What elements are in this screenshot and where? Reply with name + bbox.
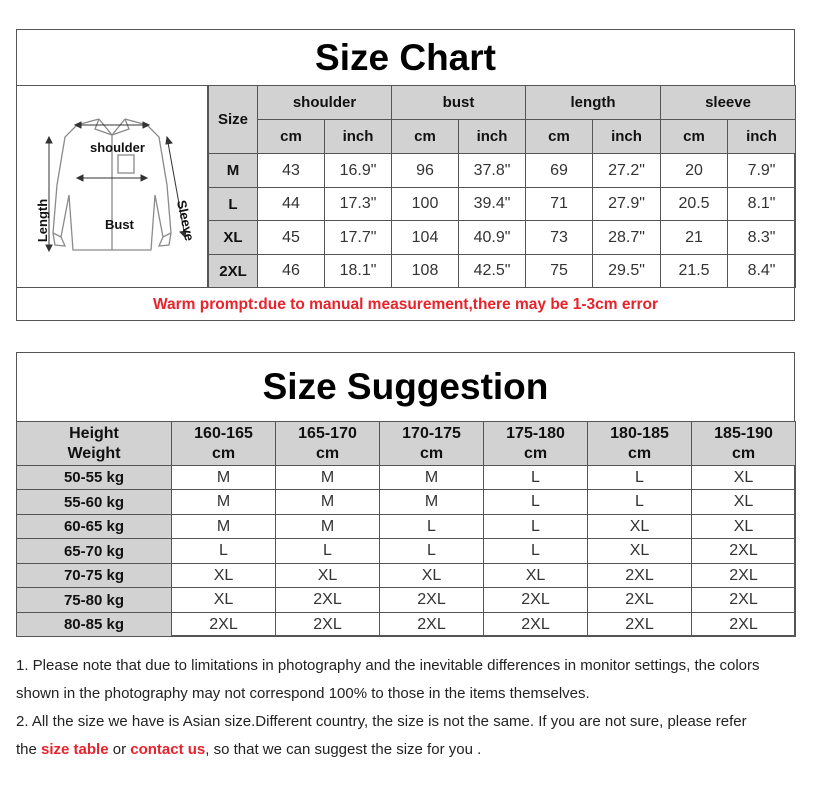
- unit-header: cm: [661, 120, 728, 154]
- bust-label: Bust: [105, 217, 134, 232]
- size-cell: 2XL: [380, 613, 484, 637]
- size-cell: 2XL: [209, 255, 258, 288]
- table-row: [209, 221, 796, 255]
- value-cell: 28.7": [593, 221, 661, 255]
- value-cell: 42.5": [459, 255, 526, 288]
- size-cell: L: [380, 515, 484, 539]
- unit-header: cm: [526, 120, 593, 154]
- value-cell: 29.5": [593, 255, 661, 288]
- table-row: [17, 564, 796, 588]
- value-cell: 37.8": [459, 154, 526, 188]
- value-cell: 18.1": [325, 255, 392, 288]
- measure-header-length: length: [526, 86, 661, 120]
- value-cell: 39.4": [459, 188, 526, 221]
- height-header: [484, 422, 588, 466]
- table-row: [209, 154, 796, 188]
- size-cell: M: [276, 515, 380, 539]
- notes-section: [16, 652, 816, 764]
- value-cell: 17.3": [325, 188, 392, 221]
- size-cell: L: [276, 539, 380, 564]
- size-cell: 2XL: [484, 613, 588, 637]
- weight-header-label: Weight: [67, 444, 121, 462]
- weight-cell: 75-80 kg: [17, 588, 172, 613]
- note-line: shown in the photography may not correspond 100% to those in the items themselves.: [16, 685, 590, 702]
- size-cell: L: [484, 539, 588, 564]
- value-cell: 71: [526, 188, 593, 221]
- unit-header: cm: [392, 120, 459, 154]
- height-header: [380, 422, 484, 466]
- height-range: 160-165: [194, 424, 253, 442]
- measure-header-bust: bust: [392, 86, 526, 120]
- unit-header: cm: [258, 120, 325, 154]
- unit-header: inch: [459, 120, 526, 154]
- value-cell: 8.3": [728, 221, 796, 255]
- size-cell: 2XL: [484, 588, 588, 613]
- unit-header: inch: [728, 120, 796, 154]
- size-cell: 2XL: [692, 588, 796, 613]
- weight-cell: 80-85 kg: [17, 613, 172, 637]
- size-cell: M: [172, 466, 276, 490]
- table-row: [17, 490, 796, 515]
- height-unit: cm: [419, 444, 444, 462]
- weight-cell: 60-65 kg: [17, 515, 172, 539]
- size-suggestion-table: [16, 421, 796, 637]
- size-cell: M: [276, 466, 380, 490]
- value-cell: 75: [526, 255, 593, 288]
- value-cell: 40.9": [459, 221, 526, 255]
- value-cell: 21: [661, 221, 728, 255]
- value-cell: 8.1": [728, 188, 796, 221]
- size-cell: M: [209, 154, 258, 188]
- unit-header: inch: [325, 120, 392, 154]
- height-range: 180-185: [610, 424, 669, 442]
- note-text: or: [108, 741, 131, 758]
- size-cell: 2XL: [692, 613, 796, 637]
- table-row: [17, 539, 796, 564]
- size-cell: L: [172, 539, 276, 564]
- table-row: [209, 188, 796, 221]
- size-cell: XL: [588, 515, 692, 539]
- value-cell: 73: [526, 221, 593, 255]
- size-cell: 2XL: [588, 564, 692, 588]
- size-cell: 2XL: [588, 613, 692, 637]
- note-text: , so that we can suggest the size for you .: [205, 741, 482, 758]
- note-line: 1. Please note that due to limitations in photography and the inevitable differences in monitor settings, the colors: [16, 657, 760, 674]
- table-row: [17, 613, 796, 637]
- size-cell: L: [484, 466, 588, 490]
- size-cell: XL: [209, 221, 258, 255]
- size-cell: L: [484, 490, 588, 515]
- height-header: [172, 422, 276, 466]
- size-suggestion-title: Size Suggestion: [262, 366, 549, 407]
- value-cell: 27.2": [593, 154, 661, 188]
- value-cell: 17.7": [325, 221, 392, 255]
- value-cell: 44: [258, 188, 325, 221]
- size-cell: L: [484, 515, 588, 539]
- size-cell: 2XL: [692, 564, 796, 588]
- size-cell: XL: [276, 564, 380, 588]
- height-range: 175-180: [506, 424, 565, 442]
- height-unit: cm: [627, 444, 652, 462]
- size-chart-body: [17, 85, 794, 287]
- size-cell: 2XL: [172, 613, 276, 637]
- size-cell: 2XL: [276, 613, 380, 637]
- size-table-link[interactable]: size table: [41, 741, 109, 758]
- size-cell: M: [380, 490, 484, 515]
- size-cell: 2XL: [380, 588, 484, 613]
- size-cell: XL: [484, 564, 588, 588]
- measure-header-sleeve: sleeve: [661, 86, 796, 120]
- size-cell: XL: [380, 564, 484, 588]
- height-unit: cm: [523, 444, 548, 462]
- weight-cell: 65-70 kg: [17, 539, 172, 564]
- size-cell: M: [380, 466, 484, 490]
- size-chart-panel: [16, 29, 795, 321]
- size-cell: M: [172, 515, 276, 539]
- value-cell: 8.4": [728, 255, 796, 288]
- value-cell: 43: [258, 154, 325, 188]
- height-unit: cm: [315, 444, 340, 462]
- height-header: [276, 422, 380, 466]
- size-cell: XL: [588, 539, 692, 564]
- size-cell: 2XL: [588, 588, 692, 613]
- size-cell: L: [588, 490, 692, 515]
- size-cell: M: [172, 490, 276, 515]
- contact-us-link[interactable]: contact us: [130, 741, 206, 758]
- warm-prompt: Warm prompt:due to manual measurement,there may be 1-3cm error: [17, 287, 794, 320]
- size-cell: L: [209, 188, 258, 221]
- height-header: [692, 422, 796, 466]
- value-cell: 108: [392, 255, 459, 288]
- note-text: the: [16, 741, 42, 758]
- size-cell: XL: [172, 588, 276, 613]
- size-cell: XL: [692, 490, 796, 515]
- shirt-outline-icon: [17, 85, 207, 287]
- value-cell: 20: [661, 154, 728, 188]
- table-row: [17, 588, 796, 613]
- value-cell: 96: [392, 154, 459, 188]
- value-cell: 104: [392, 221, 459, 255]
- height-unit: cm: [211, 444, 236, 462]
- value-cell: 69: [526, 154, 593, 188]
- height-range: 185-190: [714, 424, 773, 442]
- height-unit: cm: [731, 444, 756, 462]
- table-row: [17, 466, 796, 490]
- size-cell: 2XL: [276, 588, 380, 613]
- note-line: [16, 736, 816, 764]
- height-range: 170-175: [402, 424, 461, 442]
- size-header: Size: [209, 86, 258, 154]
- size-chart-title: Size Chart: [17, 30, 794, 86]
- note-line: 2. All the size we have is Asian size.Different country, the size is not the same. If you are not sure, please refer: [16, 713, 747, 730]
- height-weight-header: [17, 422, 172, 466]
- value-cell: 7.9": [728, 154, 796, 188]
- value-cell: 100: [392, 188, 459, 221]
- value-cell: 45: [258, 221, 325, 255]
- length-label: Length: [35, 198, 51, 243]
- height-range: 165-170: [298, 424, 357, 442]
- value-cell: 27.9": [593, 188, 661, 221]
- size-cell: 2XL: [692, 539, 796, 564]
- size-cell: L: [380, 539, 484, 564]
- value-cell: 46: [258, 255, 325, 288]
- measure-header-shoulder: shoulder: [258, 86, 392, 120]
- size-cell: M: [276, 490, 380, 515]
- height-header-label: Height: [69, 424, 119, 442]
- table-row: [17, 515, 796, 539]
- sleeve-label: Sleeve: [173, 198, 198, 243]
- size-cell: XL: [692, 515, 796, 539]
- value-cell: 20.5: [661, 188, 728, 221]
- shoulder-label: shoulder: [90, 140, 145, 155]
- height-header: [588, 422, 692, 466]
- weight-cell: 50-55 kg: [17, 466, 172, 490]
- size-chart-table: [208, 85, 796, 288]
- unit-header: inch: [593, 120, 661, 154]
- value-cell: 21.5: [661, 255, 728, 288]
- size-cell: L: [588, 466, 692, 490]
- shirt-measurement-diagram: [17, 85, 208, 287]
- size-suggestion-panel: [16, 352, 795, 636]
- weight-cell: 55-60 kg: [17, 490, 172, 515]
- table-row: [209, 255, 796, 288]
- size-cell: XL: [692, 466, 796, 490]
- weight-cell: 70-75 kg: [17, 564, 172, 588]
- size-cell: XL: [172, 564, 276, 588]
- value-cell: 16.9": [325, 154, 392, 188]
